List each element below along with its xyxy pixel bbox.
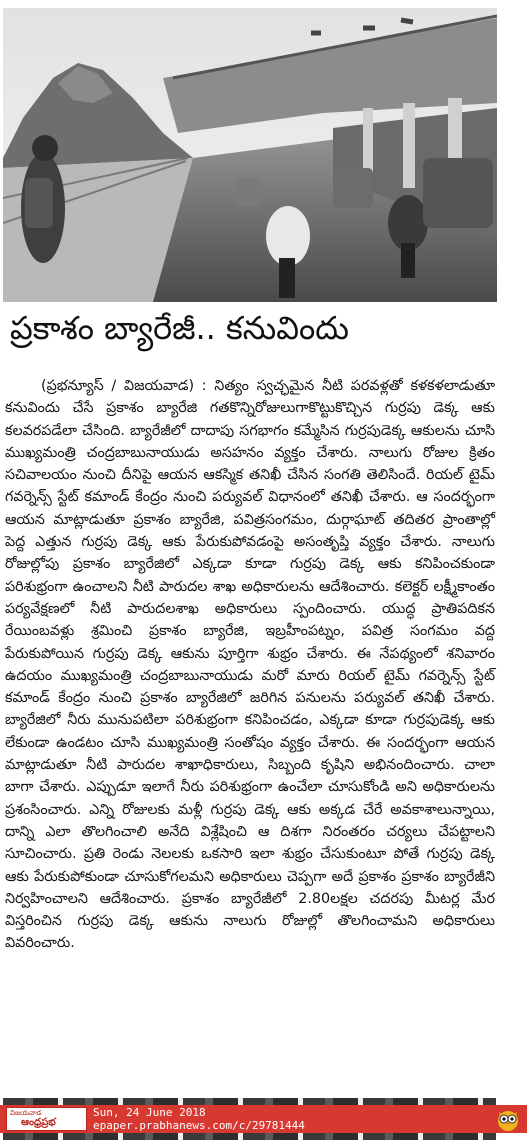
epaper-link[interactable]: epaper.prabhanews.com/c/29781444 xyxy=(93,1119,305,1132)
edition-date: Sun, 24 June 2018 xyxy=(93,1106,206,1119)
logo-name: ఆంధ్రప్రభ xyxy=(21,1117,56,1128)
publisher-logo xyxy=(6,1107,87,1131)
logo-edition: విజయవాడ xyxy=(10,1109,42,1117)
article-body: (ప్రభన్యూస్ / విజయవాడ) : నిత్యం స్వచ్ఛమైన నీటి పరవళ్లతో కళకళలాడుతూ కనువిందు చేసే ప్రకాశం బ్యారేజి గతకొన్నిరోజులుగాకొట్టుకొచ్చిన గుర్రపు డెక్క ఆకు కలవరపడేలా చేసింది. బ్యారేజీలో దాదాపు సగభాగం కమ్మేసిన గుర్రపుడెక్క ఆకులను చూసి ముఖ్యమంత్రి చంద్రబాబునాయుడు అసహనం వ్యక్తం చేశారు. నాలుగు రోజుల క్రితం సచివాలయం నుంచి దీనిపై ఆయన ఆకస్మిక తనిఖీ చేసిన సంగతి తెలిసిందే. రియల్ టైమ్ గవర్నెన్స్ స్టేట్ కమాండ్ కేంద్రం నుంచి పర్యువల్ విధానంలో తనిఖీ చేశారు. ఆ సందర్భంగా ఆయన మాట్లాడుతూ ప్రకాశం బ్యారేజి, పవిత్రసంగమం, దుర్గాఘాట్ తదితర ప్రాంతాల్లో పెద్ద ఎత్తున గుర్రపు డెక్క ఆకు పేరుకుపోవడంపై అసంతృప్తి వ్యక్తం చేశారు. నాలుగు రోజుల్లోపు ప్రకాశం బ్యారేజిలో ఎక్కడా కూడా గుర్రపు డెక్క ఆకు కనిపించకుండా పరిశుభ్రంగా ఉంచాలని నీటి పారుదల శాఖ అధికారులను ఆదేశించారు. కలెక్టర్ లక్ష్మీకాంతం పర్యవేక్షణలో నీటి పారుదలశాఖ అధికారులు స్పందించారు. యుద్ధ ప్రాతిపదికన రేయింబవళ్లు శ్రమించి ప్రకాశం బ్యారేజి, ఇబ్రహీంపట్నం, పవిత్ర సంగమం వద్ద పేరుకుపోయిన గుర్రపు డెక్క ఆకును పూర్తిగా శుభ్రం చేశారు. ఈ నేపథ్యంలో శనివారం ఉదయం ముఖ్యమంత్రి చంద్రబాబునాయుడు మరో మారు రియల్ టైమ్ గవర్నెన్స్ స్టేట్ కమాండ్ కేంద్రం నుంచి ప్రకాశం బ్యారేజిలో జరిగిన పనులను పర్యువల్ తనిఖీ చేశారు. బ్యారేజిలో నీరు మునుపటిలా పరిశుభ్రంగా కనిపించడం, ఎక్కడా కూడా గుర్రపుడెక్క ఆకు లేకుండా ఉండటం చూసి ముఖ్యమంత్రి సంతోషం వ్యక్తం చేశారు. ఈ సందర్భంగా ఆయన మాట్లాడుతూ నీటి పారుదల శాఖాధికారులు, సిబ్బంది కృషిని అభినందించారు. చాలా బాగా చేశారు. ఎప్పుడూ ఇలాగే నీరు పరిశుభ్రంగా ఉంచేలా చూసుకోండి అని అధికారులను ప్రశంసించారు. ఎన్ని రోజులకు మళ్లీ గుర్రపు డెక్క ఆకు అక్కడ చేరే అవకాశాలున్నాయి, దాన్ని ఎలా తొలగించాలి అనేది విశ్లేషించి ఆ దిశగా నిరంతరం చర్యలు చేపట్టాలని సూచించారు. ప్రతి రెండు నెలలకు ఒకసారి ఇలా శుభ్రం చేసుకుంటూ పోతే గుర్రపు డెక్క ఆకు పేరుకుపోకుండా చూసుకోగలమని అధికారులు చెప్పగా అదే ప్రకాశం ప్రకాశం బ్యారేజీని నిర్వహించాలని ఆదేశించారు. ప్రకాశం బ్యారేజీలో 2.80లక్షల చదరపు మీటర్ల మేర విస్తరించిన గుర్రపు డెక్క ఆకును నాలుగు రోజుల్లో తొలగించామని అధికారులు వివరించారు. xyxy=(5,378,495,952)
barrage-photo xyxy=(3,8,497,302)
headline: ప్రకాశం బ్యారేజీ.. కనువిందు xyxy=(10,309,349,347)
barrage-photo-drawing xyxy=(3,8,497,302)
owl-icon xyxy=(495,1106,521,1132)
